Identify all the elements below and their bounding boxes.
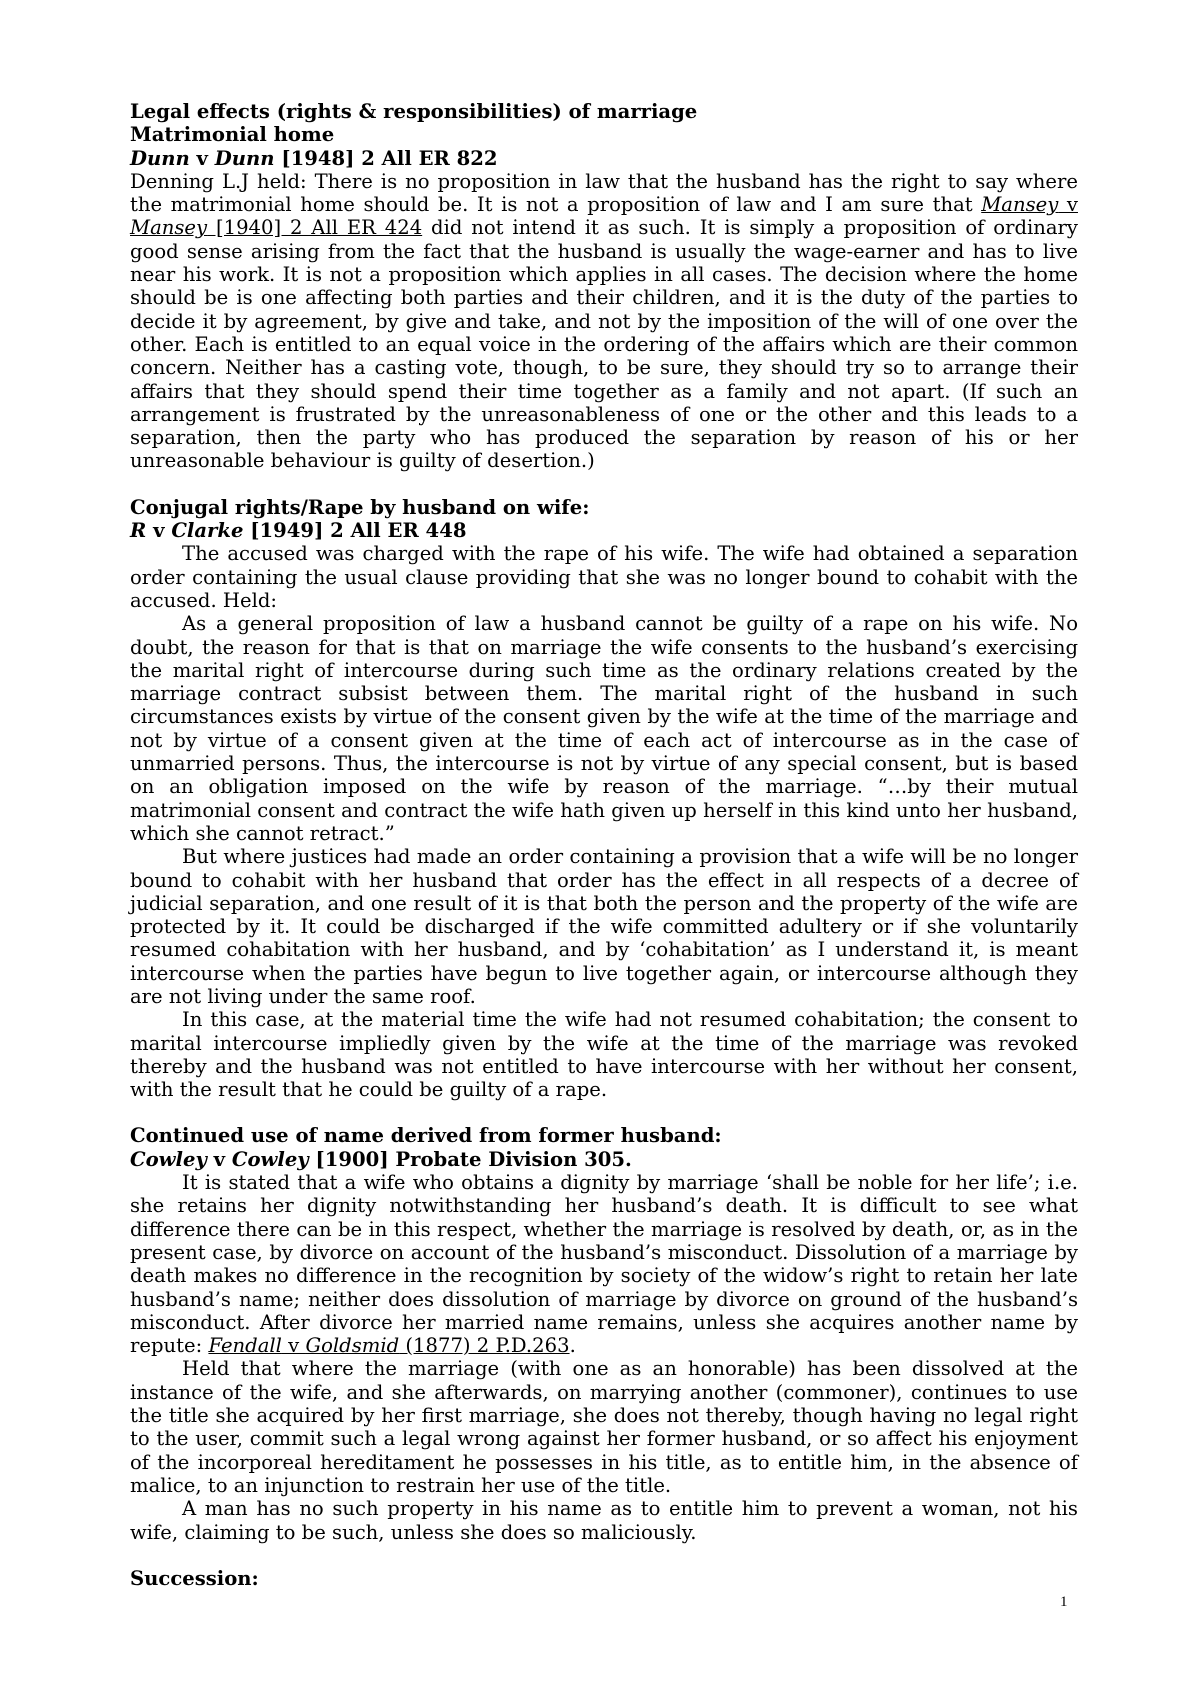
case-citation-clarke [130, 519, 1078, 542]
paragraph-cowley-dignity [130, 1171, 1078, 1357]
paragraph-text: It is stated that a wife who obtains a dignity by marriage ‘shall be noble for her life’; i.e. she retains her dignity notwithstanding her husband’s death. It is difficult to see what difference there can be in this respect, whether the marriage is resolved by death, or, as in the present case, by divorce on account of the husband’s misconduct. Dissolution of a marriage by death makes no difference in the recognition by society of the widow’s right to retain her late husband’s name; neither does dissolution of marriage by divorce on ground of the husband’s misconduct. After divorce her married name remains, unless she acquires another name by repute: [130, 1171, 1078, 1358]
section-heading-matrimonial-home: Matrimonial home [130, 123, 335, 147]
case-party-1: R [130, 519, 147, 543]
document-title: Legal effects (rights & responsibilities) of marriage [130, 100, 698, 123]
case-citation-dunn [130, 147, 1078, 170]
paragraph-clarke-result: In this case, at the material time the wife had not resumed cohabitation; the consent to marital intercourse impliedly given by the wife at the time of the marriage was revoked thereby and the husband was not entitled to have intercourse with her without her consent, with the result that he could be guilty of a rape. [130, 1008, 1078, 1102]
case-party-2: Cowley [231, 1147, 309, 1171]
paragraph-clarke-general: As a general proposition of law a husband cannot be guilty of a rape on his wife. No doubt, the reason for that is that on marriage the wife consents to the husband’s exercising the marital right of intercourse during such time as the ordinary relations created by the marriage contract subsist between them. The marital right of the husband in such circumstances exists by virtue of the consent given by the wife at the time of the marriage and not by virtue of a consent given at the time of each act of intercourse as in the case of unmarried persons. Thus, the intercourse is not by virtue of any special consent, but is based on an obligation imposed on the wife by reason of the marriage. “…by their mutual matrimonial consent and contract the wife hath given up herself in this kind unto her husband, which she cannot retract.” [130, 612, 1078, 845]
spacer [130, 1101, 1078, 1124]
case-reference: [1900] Probate Division 305. [308, 1147, 632, 1171]
ref-citation: [1940] 2 All ER 424 [207, 216, 423, 240]
paragraph-text: Denning L.J held: There is no proposition in law that the husband has the right to say where the matrimonial home should be. It is not a proposition of law and I am sure that [130, 169, 1078, 217]
ref-versus: v [281, 1334, 306, 1358]
section-heading-conjugal-rights: Conjugal rights/Rape by husband on wife: [130, 495, 590, 519]
paragraph-clarke-facts: The accused was charged with the rape of his wife. The wife had obtained a separation order containing the usual clause providing that she was no longer bound to cohabit with the accused. Held: [130, 542, 1078, 612]
ref-versus: v [1058, 193, 1078, 217]
case-reference: [1949] 2 All ER 448 [243, 519, 467, 543]
ref-party-2: Goldsmid [305, 1334, 400, 1358]
section-heading-succession: Succession: [130, 1566, 259, 1590]
case-versus: v [146, 519, 172, 543]
paragraph-text: . [569, 1334, 576, 1358]
paragraph-cowley-held: Held that where the marriage (with one as an honorable) has been dissolved at the instance of the wife, and she afterwards, on marrying another (commoner), continues to use the title she acquired by her first marriage, she does not thereby, though having no legal right to the user, commit such a legal wrong against her former husband, or so affect his enjoyment of the incorporeal hereditament he possesses in his title, as to entitle him, in the absence of malice, to an injunction to restrain her use of the title. [130, 1357, 1078, 1497]
case-reference: [1948] 2 All ER 822 [274, 146, 498, 170]
ref-party-1: Mansey [981, 193, 1059, 217]
case-party-1: Cowley [130, 1147, 207, 1171]
case-versus: v [189, 146, 215, 170]
ref-party-1: Fendall [208, 1334, 282, 1358]
page-number: 1 [1060, 1594, 1068, 1610]
paragraph-clarke-order: But where justices had made an order containing a provision that a wife will be no longer bound to cohabit with her husband that order has the effect in all respects of a decree of judicial separation, and one result of it is that both the person and the property of the wife are protected by it. It could be discharged if the wife committed adultery or if she voluntarily resumed cohabitation with her husband, and by ‘cohabitation’ as I understand it, is meant intercourse when the parties have begun to live together again, or intercourse although they are not living under the same roof. [130, 845, 1078, 1008]
case-citation-cowley [130, 1148, 1078, 1171]
spacer [130, 473, 1078, 496]
case-link-fendall [208, 1334, 569, 1357]
document-body [130, 100, 1078, 1590]
case-versus: v [206, 1147, 232, 1171]
paragraph-cowley-property: A man has no such property in his name as to entitle him to prevent a woman, not his wife, claiming to be such, unless she does so maliciously. [130, 1497, 1078, 1544]
paragraph-text: did not intend it as such. It is simply a proposition of ordinary good sense arising from the fact that the husband is usually the wage-earner and has to live near his work. It is not a proposition which applies in all cases. The decision where the home should be is one affecting both parties and their children, and it is the duty of the parties to decide it by agreement, by give and take, and not by the imposition of the will of one over the other. Each is entitled to an equal voice in the ordering of the affairs which are their common concern. Neither has a casting vote, though, to be sure, they should try so to arrange their affairs that they should spend their time together as a family and not apart. (If such an arrangement is frustrated by the unreasonableness of one or the other and this leads to a separation, then the party who has produced the separation by reason of his or her unreasonable behaviour is guilty of desertion.) [130, 216, 1078, 473]
section-heading-name-use: Continued use of name derived from former husband: [130, 1124, 722, 1148]
case-party-2: Clarke [171, 519, 244, 543]
case-party-2: Dunn [214, 146, 275, 170]
ref-party-2: Mansey [130, 216, 208, 240]
paragraph-denning [130, 170, 1078, 473]
ref-citation: (1877) 2 P.D.263 [399, 1334, 570, 1358]
case-party-1: Dunn [130, 146, 190, 170]
spacer [130, 1544, 1078, 1567]
